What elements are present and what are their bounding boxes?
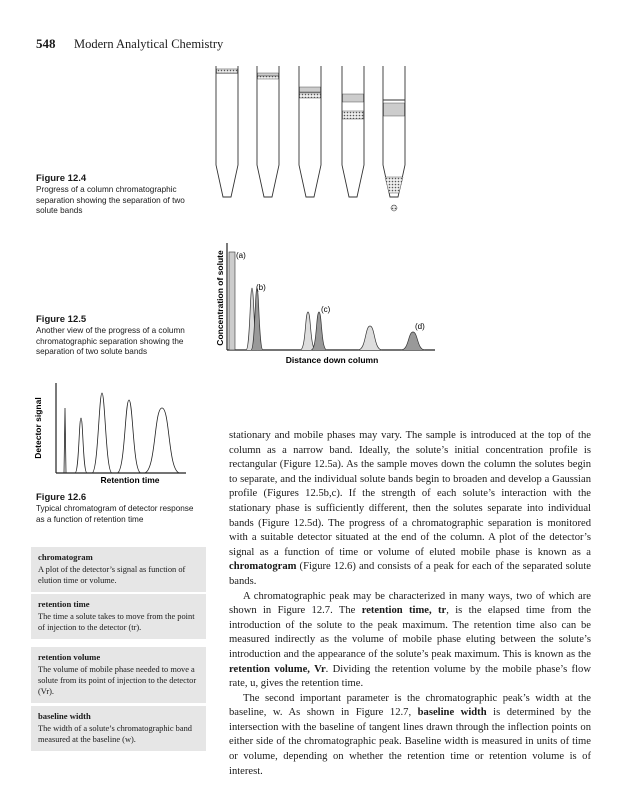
column-3 [299, 66, 321, 197]
x-axis-label: Distance down column [285, 355, 379, 365]
glossary-term: chromatogram [38, 552, 93, 562]
paragraph-3: The second important parameter is the chromatographic peak’s width at the baseline, w. As shown in Figure 12.7, baseline width is determined by the intersection with the baseline of tangent lines drawn through the inflection points on either side of the chromatographic peak. Baseline width is measured in units of time or volume, depending on whether the retention time or retention volume is of interest. [229, 692, 591, 777]
band-5-a [384, 103, 405, 116]
glossary-definition: The volume of mobile phase needed to move a solute from its point of injection to the detector (Vr). [38, 665, 197, 696]
peak-c-1 [300, 312, 316, 350]
figure-12-4-columns [205, 60, 430, 220]
glossary-term: baseline width [38, 711, 91, 721]
band-1-mixed [217, 69, 238, 73]
glossary-definition: The time a solute takes to move from the point of injection to the detector (tr). [38, 612, 195, 632]
label-a: (a) [236, 251, 246, 260]
paragraph-1: stationary and mobile phases may vary. The sample is introduced at the top of the column as a narrow band. Ideally, the solute’s initial concentration profile is rectangular (Figure 12.5a). As the sample moves down the column the solutes begin to separate, and the individual solute bands begin to broaden and develop a Gaussian profile (Figures 12.5b,c). If the strength of each solute’s interaction with the stationary phase is sufficiently different, then the solutes separate into individual bands (Figure 12.5d). The progress of a chromatographic separation is monitored with a suitable detector situated at the end of the column. A plot of the detector’s signal as a function of time or volume of eluted mobile phase is known as a chromatogram (Figure 12.6) and consists of a peak for each of the separated solute bands. [229, 430, 591, 587]
band-2-a [258, 73, 279, 76]
band-4-b [343, 111, 364, 119]
column-4 [342, 66, 364, 197]
figure-12-6-title: Figure 12.6 [36, 492, 87, 503]
figure-12-6-caption: Typical chromatogram of detector response as a function of retention time [36, 504, 194, 524]
term-retention-time: retention time, tr [361, 605, 447, 617]
peak-d-1 [358, 326, 382, 350]
figure-12-6-chart [30, 378, 190, 486]
peak-c-2 [311, 312, 327, 350]
glossary-term: retention time [38, 599, 90, 609]
label-b: (b) [256, 283, 266, 292]
peak-5 [144, 408, 180, 473]
peak-1 [64, 408, 66, 473]
label-d: (d) [415, 322, 425, 331]
term-baseline-width: baseline width [417, 707, 487, 719]
figure-12-5-chart [210, 240, 445, 368]
column-1 [216, 66, 238, 197]
peak-4 [117, 400, 141, 473]
label-c: (c) [321, 305, 331, 314]
running-title: Modern Analytical Chemistry [74, 37, 224, 51]
glossary-chromatogram [31, 547, 206, 592]
glossary-baseline-width [31, 706, 206, 751]
band-4-a [343, 94, 364, 102]
glossary-term: retention volume [38, 652, 101, 662]
glossary-definition: A plot of the detector’s signal as function of elution time or volume. [38, 565, 186, 585]
y-axis-label: Detector signal [33, 397, 43, 459]
glossary-retention-volume [31, 647, 206, 703]
body-text [229, 429, 591, 779]
x-axis-label: Retention time [100, 475, 160, 485]
eluted-drop [391, 205, 397, 211]
band-3-a [300, 87, 321, 92]
peak-d-2 [401, 332, 425, 350]
band-3-b [300, 93, 321, 98]
term-chromatogram: chromatogram [229, 561, 297, 573]
figure-12-4-caption: Progress of a column chromatographic separation showing the separation of two solute bands [36, 185, 185, 215]
glossary-retention-time [31, 594, 206, 639]
band-5-b-eluting [385, 177, 403, 193]
band-2-b [258, 76, 279, 79]
column-2 [257, 66, 279, 197]
term-retention-volume: retention volume, Vr [229, 663, 326, 675]
figure-12-5-caption: Another view of the progress of a column chromatographic separation showing the separation of two solute bands [36, 326, 185, 356]
peak-2 [75, 418, 87, 473]
paragraph-2: A chromatographic peak may be characterized in many ways, two of which are shown in Figure 12.7. The retention time, tr, is the elapsed time from the introduction of the solute to the peak maximum. The retention time also can be measured indirectly as the volume of mobile phase eluting between the solute’s introduction and the appearance of the solute’s peak maximum. This is known as the retention volume, Vr. Dividing the retention volume by the mobile phase’s flow rate, u, gives the retention time. [229, 590, 591, 690]
figure-12-5-title: Figure 12.5 [36, 314, 87, 325]
peak-3 [92, 393, 112, 473]
y-axis-label: Concentration of solute [215, 250, 225, 346]
figure-12-4-title: Figure 12.4 [36, 173, 87, 184]
band-a-rect [229, 252, 235, 350]
glossary-definition: The width of a solute’s chromatographic band measured at the baseline (w). [38, 724, 192, 744]
page-number: 548 [36, 36, 56, 51]
